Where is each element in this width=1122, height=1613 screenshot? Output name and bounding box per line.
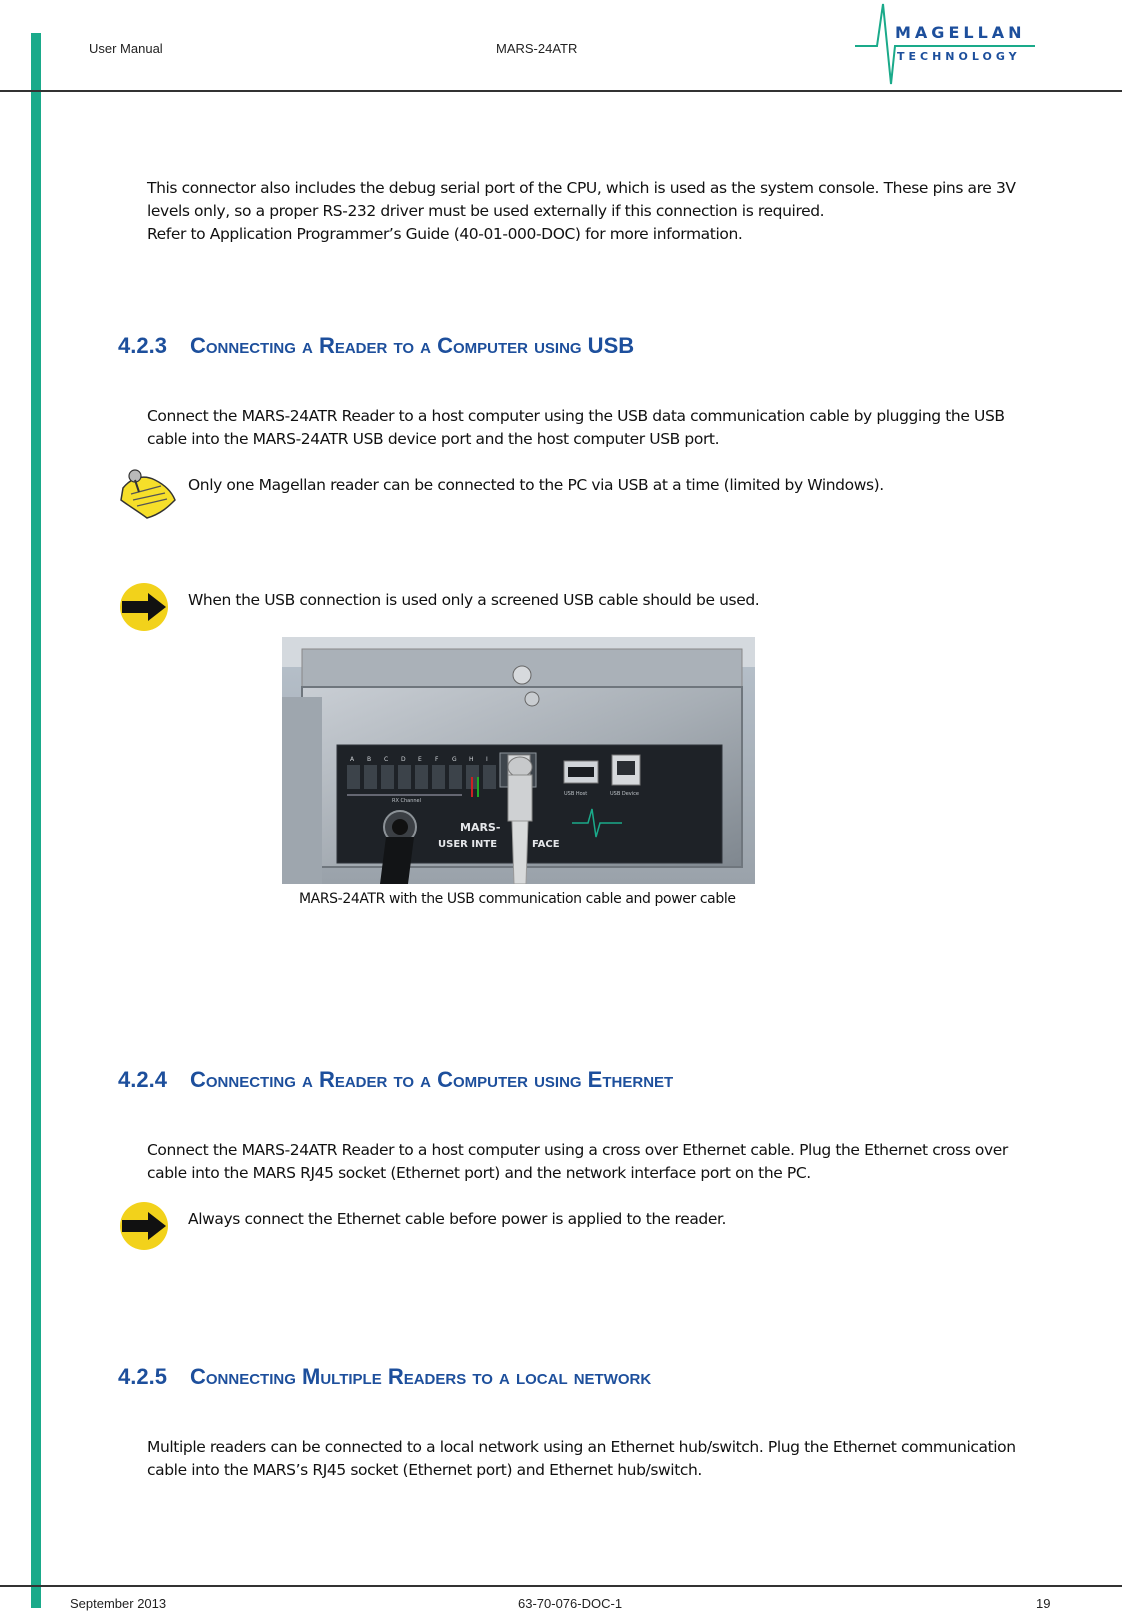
usb-line: Connect the MARS-24ATR Reader to a host computer using the USB data communication cable by plugging the USB [147, 407, 1005, 425]
network-paragraph [147, 1436, 1067, 1482]
panel-interface-text: FACE [532, 839, 560, 850]
network-line: Multiple readers can be connected to a local network using an Ethernet hub/switch. Plug the Ethernet communication [147, 1438, 1016, 1456]
section-heading-4-2-4 [118, 1067, 673, 1093]
usb-note-text: Only one Magellan reader can be connected to the PC via USB at a time (limited by Windows). [188, 476, 884, 494]
usb-warning-text: When the USB connection is used only a screened USB cable should be used. [188, 591, 760, 609]
footer-date: September 2013 [70, 1596, 167, 1611]
header-doc-type: User Manual [89, 41, 163, 56]
connector-label: F [435, 756, 439, 763]
panel-interface-text: USER INTE [438, 839, 498, 850]
usb-host-label: USB Host [564, 791, 588, 797]
note-icon [117, 466, 179, 522]
rx-channel-label: RX Channel [392, 798, 422, 804]
section-title: Connecting a Reader to a Computer using Ethernet [190, 1067, 674, 1092]
connector-label: H [469, 756, 474, 763]
usb-line: cable into the MARS-24ATR USB device port and the host computer USB port. [147, 430, 720, 448]
network-line: cable into the MARS’s RJ45 socket (Ethernet port) and Ethernet hub/switch. [147, 1461, 702, 1479]
footer-page-number: 19 [1036, 1596, 1051, 1611]
header-product-name: MARS-24ATR [496, 41, 578, 56]
connector-label: E [418, 756, 422, 763]
arrow-right-icon [118, 581, 170, 633]
header-rule [0, 90, 1122, 92]
margin-accent-bar [31, 33, 41, 1608]
panel-model-text: MARS- [460, 821, 501, 834]
section-heading-4-2-3 [118, 333, 634, 359]
footer-doc-number: 63-70-076-DOC-1 [518, 1596, 623, 1611]
connector-label: D [401, 756, 406, 763]
arrow-right-icon [118, 1200, 170, 1252]
reader-photo [282, 637, 755, 884]
ethernet-line: cable into the MARS RJ45 socket (Ethernet port) and the network interface port on the PC. [147, 1164, 811, 1182]
usb-device-label: USB Device [610, 791, 639, 797]
intro-line: Refer to Application Programmer’s Guide (40-01-000-DOC) for more information. [147, 225, 743, 243]
section-heading-4-2-5 [118, 1364, 651, 1390]
section-title: Connecting a Reader to a Computer using USB [190, 333, 635, 358]
logo-text-top: MAGELLAN [895, 23, 1026, 42]
section-number: 4.2.5 [118, 1364, 167, 1389]
section-number: 4.2.3 [118, 333, 167, 358]
connector-label: A [350, 756, 355, 763]
figure-caption: MARS-24ATR with the USB communication cable and power cable [299, 891, 736, 907]
ethernet-paragraph [147, 1139, 1067, 1185]
usb-paragraph [147, 405, 1067, 451]
logo-text-bottom: TECHNOLOGY [897, 50, 1021, 63]
ethernet-line: Connect the MARS-24ATR Reader to a host computer using a cross over Ethernet cable. Plug the Ethernet cross over [147, 1141, 1008, 1159]
magellan-logo [855, 0, 1035, 88]
connector-label: G [452, 756, 457, 763]
connector-label: C [384, 756, 389, 763]
connector-label: B [367, 756, 372, 763]
section-number: 4.2.4 [118, 1067, 167, 1092]
reader-photo-illustration [282, 637, 755, 884]
intro-paragraph [147, 177, 1067, 246]
section-title: Connecting Multiple Readers to a local network [190, 1364, 652, 1389]
dip-connector-row [347, 765, 496, 789]
intro-line: This connector also includes the debug serial port of the CPU, which is used as the system console. These pins are 3V [147, 179, 1016, 197]
footer-rule [0, 1585, 1122, 1587]
intro-line: levels only, so a proper RS-232 driver must be used externally if this connection is required. [147, 202, 825, 220]
connector-label: I [486, 756, 488, 763]
ethernet-warning-text: Always connect the Ethernet cable before power is applied to the reader. [188, 1210, 727, 1228]
